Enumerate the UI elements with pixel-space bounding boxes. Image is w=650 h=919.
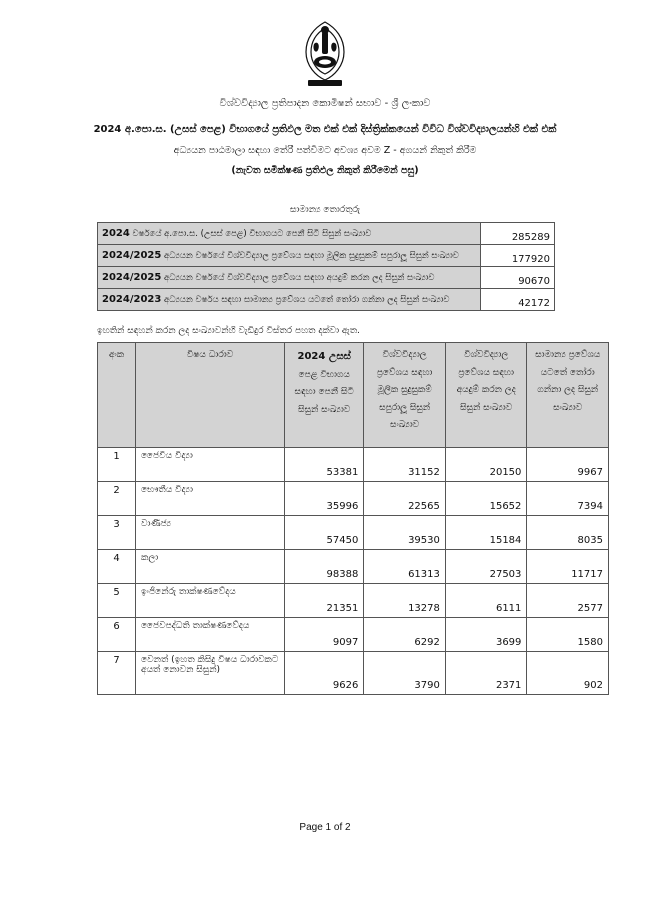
summary-row (98, 289, 555, 311)
organization-name: විශ්වවිද්‍යාල ප්‍රතිපාදන කොමිෂන් සභාව - ශ්‍රී ලංකාව (219, 98, 431, 109)
row-sat: 9097 (284, 618, 363, 652)
row-no: 4 (98, 550, 136, 584)
row-eligible: 13278 (364, 584, 446, 618)
row-sat: 9626 (284, 652, 363, 695)
summary-value: 42172 (480, 289, 554, 311)
header-sat (284, 343, 363, 448)
row-selected: 1580 (527, 618, 609, 652)
header-sat-rest: පෙළ විභාගය සඳහා පෙනී සිටි සිසුන් සංඛ්‍යාව (294, 369, 354, 415)
summary-table (97, 222, 555, 311)
summary-year: 2024/2025 (102, 272, 162, 283)
table-row (98, 448, 609, 482)
table-row (98, 652, 609, 695)
summary-year: 2024/2023 (102, 294, 162, 305)
summary-label (98, 267, 481, 289)
title-line-3: (නැවත සමීක්ෂණ ප්‍රතිඵල නිකුත් කිරීමෙන් පසු) (231, 165, 419, 176)
summary-text: වර්ෂයේ අ.පො.ස. (උසස් පෙළ) විභාගයට පෙනී සිටි සිසුන් සංඛ්‍යාව (129, 229, 372, 239)
summary-text: අධ්‍යයන වර්ෂය සඳහා සාමාන්‍ය ප්‍රවේශය යටතේ තෝරා ගන්නා ලද සිසුන් සංඛ්‍යාව (161, 295, 450, 305)
summary-year: 2024/2025 (102, 250, 162, 261)
header-selected: සාමාන්‍ය ප්‍රවේශය යටතේ තෝරා ගන්නා ලද සිසුන් සංඛ්‍යාව (527, 343, 609, 448)
row-eligible: 3790 (364, 652, 446, 695)
row-stream: කලා (136, 550, 285, 584)
row-sat: 35996 (284, 482, 363, 516)
row-stream: භෞතීය විද්‍යා (136, 482, 285, 516)
row-selected: 2577 (527, 584, 609, 618)
row-applied: 15652 (445, 482, 527, 516)
row-eligible: 6292 (364, 618, 446, 652)
row-eligible: 61313 (364, 550, 446, 584)
row-applied: 3699 (445, 618, 527, 652)
row-sat: 53381 (284, 448, 363, 482)
row-selected: 9967 (527, 448, 609, 482)
page-number: Page 1 of 2 (299, 822, 351, 833)
summary-row (98, 267, 555, 289)
intro-text: ඉහතින් සඳහන් කරන ලද සංඛ්‍යාවන්හි වැඩිදුර විස්තර පහත දක්වා ඇත. (97, 326, 360, 336)
header-eligible: විශ්වවිද්‍යාල ප්‍රවේශය සඳහා මූලික සුදුසුකම් සපුරාලූ සිසුන් සංඛ්‍යාව (364, 343, 446, 448)
summary-value: 90670 (480, 267, 554, 289)
summary-year: 2024 (102, 228, 130, 239)
details-header-row (98, 343, 609, 448)
summary-row (98, 223, 555, 245)
row-sat: 98388 (284, 550, 363, 584)
row-no: 3 (98, 516, 136, 550)
row-no: 2 (98, 482, 136, 516)
row-applied: 27503 (445, 550, 527, 584)
details-table (97, 342, 609, 695)
row-stream: ජෛවපද්ධති තාක්ෂණවේදය (136, 618, 285, 652)
header-no: අංක (98, 343, 136, 448)
table-row (98, 618, 609, 652)
row-no: 5 (98, 584, 136, 618)
title-line-2: අධ්‍යයන පාඨමාලා සඳහා තේරී පත්වීමට අවශ්‍ය අවම Z - අගයන් නිකුත් කිරීම (173, 145, 477, 156)
row-stream: ජෛවීය විද්‍යා (136, 448, 285, 482)
header-stream: විෂය ධාරාව (136, 343, 285, 448)
row-sat: 57450 (284, 516, 363, 550)
row-stream: ඉංජිනේරු තාක්ෂණවේදය (136, 584, 285, 618)
row-stream: වාණිජ්‍ය (136, 516, 285, 550)
table-row (98, 516, 609, 550)
row-no: 6 (98, 618, 136, 652)
summary-value: 285289 (480, 223, 554, 245)
header-applied: විශ්වවිද්‍යාල ප්‍රවේශය සඳහා අයදුම් කරන ලද සිසුන් සංඛ්‍යාව (445, 343, 527, 448)
row-applied: 2371 (445, 652, 527, 695)
summary-text: අධ්‍යයන වර්ෂයේ විශ්වවිද්‍යාල ප්‍රවේශය සඳහා මූලික සුදුසුකම් සපුරාලූ සිසුන් සංඛ්‍යාව (161, 251, 459, 261)
row-eligible: 31152 (364, 448, 446, 482)
table-row (98, 482, 609, 516)
summary-value: 177920 (480, 245, 554, 267)
summary-text: අධ්‍යයන වර්ෂයේ විශ්වවිද්‍යාල ප්‍රවේශය සඳහා අයදුම් කරන ලද සිසුන් සංඛ්‍යාව (161, 273, 435, 283)
summary-row (98, 245, 555, 267)
summary-label (98, 223, 481, 245)
table-row (98, 550, 609, 584)
summary-label (98, 245, 481, 267)
row-eligible: 39530 (364, 516, 446, 550)
row-stream: වෙනත් (ඉහත කිසිදු විෂය ධාරාවකට අයත් නොවන සිසුන්) (136, 652, 285, 695)
row-applied: 15184 (445, 516, 527, 550)
row-applied: 20150 (445, 448, 527, 482)
table-row (98, 584, 609, 618)
row-selected: 7394 (527, 482, 609, 516)
row-no: 1 (98, 448, 136, 482)
row-eligible: 22565 (364, 482, 446, 516)
row-selected: 11717 (527, 550, 609, 584)
title-line-1: 2024 අ.පො.ස. (උසස් පෙළ) විභාගයේ ප්‍රතිඵල මත එක් එක් දිස්ත්‍රික්කයෙන් විවිධ විශ්වවිද්‍යාලයන්හි එක් එක් (93, 124, 557, 135)
summary-label (98, 289, 481, 311)
summary-heading: සාමාන්‍ය තොරතුරු (289, 205, 361, 215)
row-selected: 902 (527, 652, 609, 695)
row-selected: 8035 (527, 516, 609, 550)
header-sat-year: 2024 උසස් (297, 351, 351, 362)
university-crest-icon (296, 18, 354, 92)
row-applied: 6111 (445, 584, 527, 618)
row-sat: 21351 (284, 584, 363, 618)
row-no: 7 (98, 652, 136, 695)
